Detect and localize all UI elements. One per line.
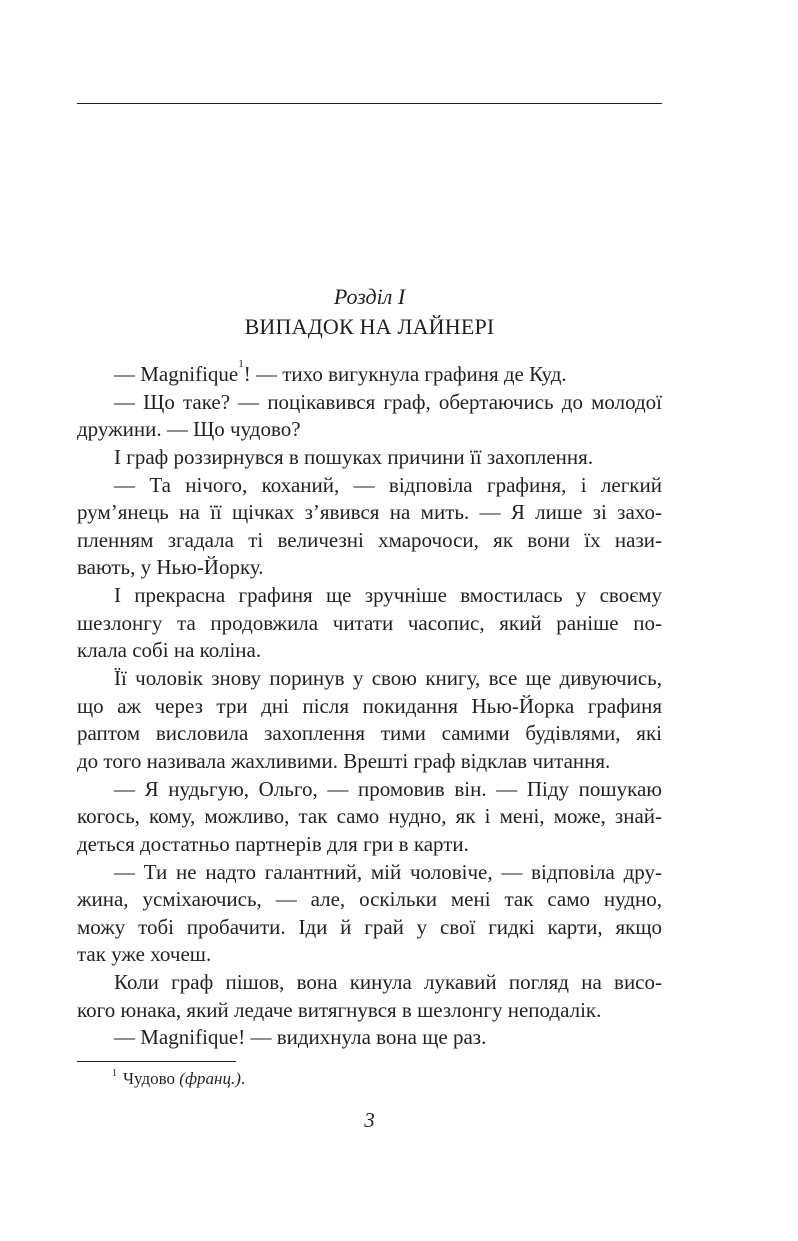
footnote [112, 1069, 245, 1089]
footnote-mark: 1 [112, 1068, 117, 1079]
paragraph-line: деться достатньо партнерів для гри в карти. [77, 831, 469, 856]
paragraph-line: Коли граф пішов, вона кинула лукавий погляд на висо- [114, 970, 662, 995]
footnote-ref[interactable]: 1 [238, 358, 244, 370]
footnote-italic: (франц.) [179, 1069, 241, 1088]
paragraph-line: клала собі на коліна. [77, 638, 262, 663]
paragraph-line: І граф роззирнувся в пошуках причини її захоплення. [114, 444, 594, 469]
paragraph-line: раптом висловила захоплення тими самими будівлями, які [77, 721, 662, 746]
footnote-end: . [240, 1069, 246, 1088]
paragraph-line: — Ти не надто галантний, мій чоловіче, — відповіла дру- [114, 859, 662, 884]
paragraph-line: Її чоловік знову поринув у свою книгу, все ще дивуючись, [114, 666, 662, 691]
text: ! — тихо вигукнула графиня де Куд. [243, 362, 567, 386]
paragraph-line: так уже хочеш. [77, 942, 212, 967]
paragraph-line: пленням згадала ті величезні хмарочоси, як вони їх нази- [77, 527, 662, 552]
paragraph-line: шезлонгу та продовжила читати часопис, який раніше по- [77, 610, 662, 635]
chapter-number: Розділ I [333, 284, 406, 309]
body-text [77, 358, 662, 1052]
paragraph-line: І прекрасна графиня ще зручніше вмостилась у своєму [114, 583, 662, 608]
text: — Magnifique [114, 362, 239, 386]
paragraph-line: — Magnifique! — видихнула вона ще раз. [114, 1025, 487, 1050]
footnote-text: Чудово [123, 1069, 180, 1088]
paragraph-line: — Що таке? — поцікавився граф, обертаючись до молодої [114, 389, 662, 414]
paragraph-line: — Та нічого, коханий, — відповіла графиня, і легкий [114, 472, 662, 497]
paragraph-line: дружини. — Що чудово? [77, 417, 301, 442]
footnote-rule [77, 1061, 236, 1062]
page-number: 3 [364, 1108, 375, 1132]
paragraph-line [77, 358, 662, 389]
paragraph-line: до того називала жахливими. Врешті граф відклав читання. [77, 748, 611, 773]
paragraph-line: кого юнака, який ледаче витягнувся в шезлонгу неподалік. [77, 997, 602, 1022]
paragraph-line: жина, усміхаючись, — але, оскільки мені так само нудно, [77, 887, 662, 912]
paragraph-line: когось, кому, можливо, так само нудно, як і мені, може, знай- [77, 804, 662, 829]
chapter-title: ВИПАДОК НА ЛАЙНЕРІ [244, 314, 495, 339]
paragraph-line: рум’янець на її щічках з’явився на мить. — Я лише зі захо- [77, 500, 662, 525]
paragraph-line: вають, у Нью-Йорку. [77, 555, 264, 580]
paragraph-line: можу тобі пробачити. Іди й грай у свої гидкі карти, якщо [77, 914, 662, 939]
paragraph-line: що аж через три дні після покидання Нью-Йорка графиня [77, 693, 662, 718]
header-rule [77, 103, 662, 104]
paragraph-line: — Я нудьгую, Ольго, — промовив він. — Піду пошукаю [114, 776, 662, 801]
